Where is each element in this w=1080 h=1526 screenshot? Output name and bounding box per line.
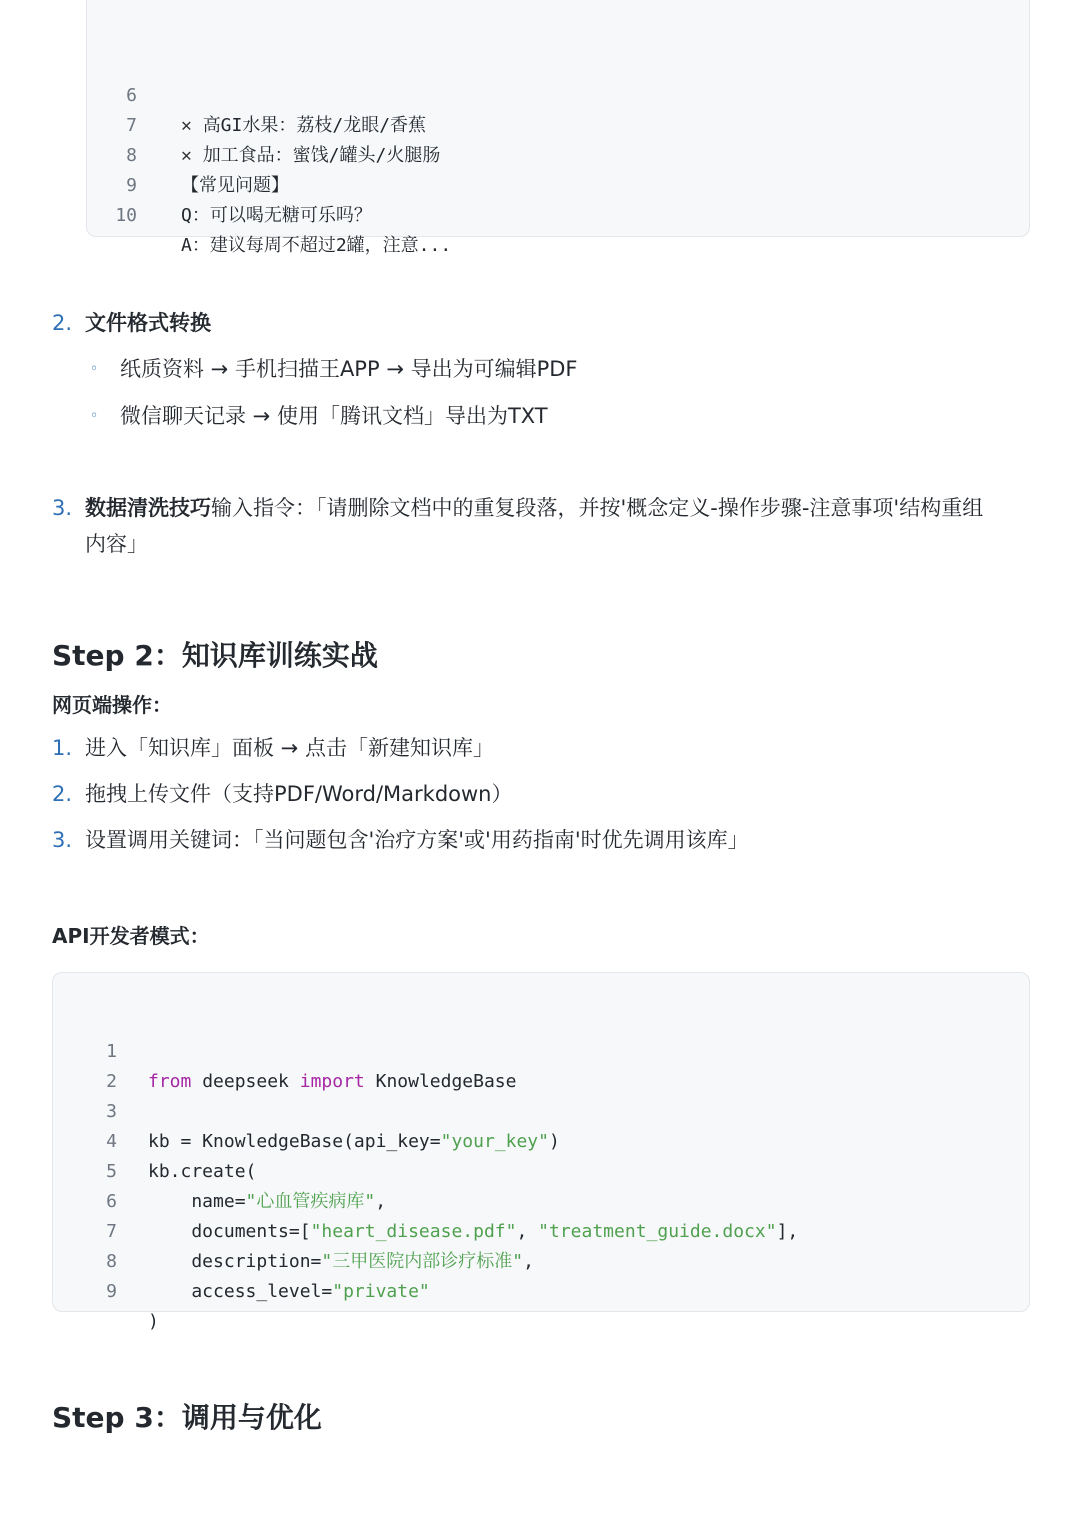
sub-heading-web: 网页端操作： (52, 693, 172, 717)
string-token: "心血管疾病库" (245, 1191, 376, 1212)
list-text: 拖拽上传文件（支持PDF/Word/Markdown） (85, 782, 513, 806)
line-number: 3 (106, 1101, 117, 1122)
code-text: 加工食品：蜜饯/罐头/火腿肠 (202, 145, 441, 166)
string-token: "private" (332, 1281, 430, 1302)
string-token: "your_key" (440, 1131, 549, 1152)
cross-icon: ✕ (181, 145, 192, 166)
keyword-token: import (299, 1071, 365, 1092)
string-token: "treatment_guide.docx" (538, 1221, 777, 1242)
code-token: description= (148, 1251, 322, 1272)
list-number: 3. (52, 496, 73, 520)
code-text: 【常见问题】 (181, 175, 289, 196)
code-text: Q：可以喝无糖可乐吗？ (181, 205, 372, 226)
line-number: 4 (106, 1131, 117, 1152)
keyword-token: from (148, 1071, 192, 1092)
code-line (87, 51, 427, 136)
line-number: 8 (126, 145, 137, 166)
code-token: ) (548, 1131, 560, 1152)
list-number: 3. (52, 828, 73, 852)
line-number: 7 (126, 115, 137, 136)
list-number: 2. (52, 311, 73, 335)
line-number: 5 (106, 1161, 117, 1182)
code-line (87, 111, 289, 196)
code-token: kb.create( (148, 1161, 257, 1182)
code-token: documents=[ (148, 1221, 311, 1242)
code-token: ], (776, 1221, 799, 1242)
line-number: 7 (106, 1221, 117, 1242)
list-title: 文件格式转换 (85, 311, 211, 335)
list-text: 设置调用关键词：「当问题包含'治疗方案'或'用药指南'时优先调用该库」 (85, 828, 749, 852)
list-text: 进入「知识库」面板 → 点击「新建知识库」 (85, 736, 494, 760)
bullet-icon: ◦ (90, 361, 99, 377)
bullet-icon: ◦ (90, 408, 99, 424)
code-line (53, 1097, 257, 1182)
code-line (53, 1247, 159, 1332)
code-token: , (523, 1251, 534, 1272)
code-block-food-list (86, 0, 1030, 256)
string-token: "三甲医院内部诊疗标准" (321, 1251, 524, 1272)
list-number: 1. (52, 736, 73, 760)
cross-icon: ✕ (181, 115, 192, 136)
section-heading: Step 2：知识库训练实战 (52, 639, 378, 672)
line-number: 1 (106, 1041, 117, 1062)
sub-heading-api: API开发者模式： (52, 924, 210, 948)
section-heading: Step 3：调用与优化 (52, 1401, 322, 1434)
code-token: , (375, 1191, 387, 1212)
code-token: , (516, 1221, 539, 1242)
list-number: 2. (52, 782, 73, 806)
list-text: 内容」 (85, 532, 148, 556)
line-number: 9 (106, 1281, 117, 1302)
code-token: access_level= (148, 1281, 333, 1302)
code-token: name= (148, 1191, 246, 1212)
code-token: kb = KnowledgeBase(api_key= (148, 1131, 441, 1152)
code-token: ) (148, 1311, 159, 1332)
line-number: 10 (115, 205, 137, 226)
line-number: 6 (126, 85, 137, 106)
code-text: 高GI水果：荔枝/龙眼/香蕉 (202, 115, 427, 136)
sub-item-text: 纸质资料 → 手机扫描王APP → 导出为可编辑PDF (120, 357, 578, 381)
line-number: 2 (106, 1071, 117, 1092)
line-number: 9 (126, 175, 137, 196)
line-number: 8 (106, 1251, 117, 1272)
string-token: "heart_disease.pdf" (310, 1221, 517, 1242)
line-number: 6 (106, 1191, 117, 1212)
code-block-api (52, 972, 1030, 1332)
sub-item-text: 微信聊天记录 → 使用「腾讯文档」导出为TXT (120, 404, 548, 428)
list-title: 数据清洗技巧 (85, 496, 211, 520)
code-token: deepseek (191, 1071, 300, 1092)
list-text: 输入指令：「请删除文档中的重复段落，并按'概念定义-操作步骤-注意事项'结构重组 (211, 496, 984, 520)
code-text: A：建议每周不超过2罐，注意... (181, 235, 452, 256)
code-line (53, 1037, 117, 1092)
code-token: KnowledgeBase (364, 1071, 517, 1092)
code-line (53, 1007, 517, 1092)
